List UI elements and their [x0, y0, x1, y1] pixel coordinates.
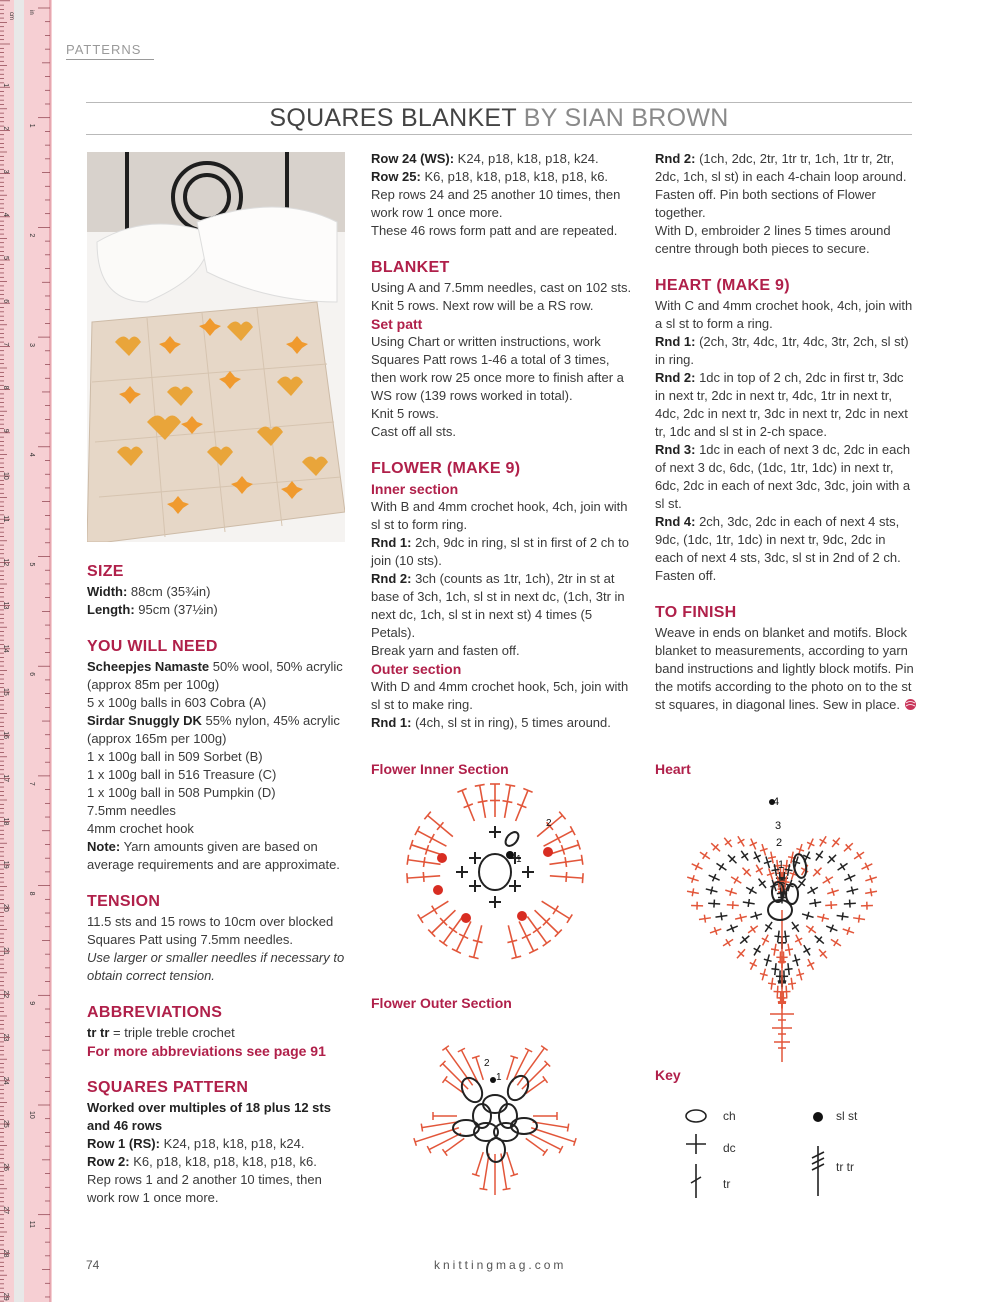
abbreviations-heading: ABBREVIATIONS: [87, 1004, 223, 1021]
treble-crossbar-mark: [565, 857, 566, 867]
blanket-photo: [87, 152, 345, 542]
sl-st-symbol-icon: [813, 1112, 823, 1122]
heart-stitch-cross-mark: [738, 839, 745, 843]
heart-stitch-cross-mark: [859, 915, 860, 923]
ruler-inch-strip: [14, 0, 24, 1302]
heart-stitch-cross-mark: [842, 912, 843, 920]
heart-stitch-cross-mark: [751, 926, 756, 932]
row25-text: K6, p18, k18, p18, k18, p18, k6.: [420, 169, 609, 184]
heart-rnd1-label: Rnd 1:: [655, 334, 696, 349]
ruler-cm-number: 20: [2, 904, 9, 912]
ruler-cm-number: 18: [2, 817, 9, 826]
heart-rnd2-label: Rnd 2:: [655, 370, 696, 385]
heart-stitch-cross-mark: [711, 887, 713, 895]
heart-rnd2-text: 1dc in top of 2 ch, 2dc in first tr, 3dc in next tr, 2dc in next tr, 4dc, 1tr in next tr, 4dc, 2dc in next tr, 3dc in next tr, 2dc in next tr, 1dc and sl st in 2-ch space.: [655, 370, 908, 439]
treble-top-mark: [543, 940, 551, 946]
yarn-c-colour: 1 x 100g ball in 516 Treasure (C): [87, 767, 277, 782]
treble-crossbar-mark: [533, 927, 541, 933]
heart-stitch-cross-mark: [792, 925, 799, 930]
heart-round-2-label: 2: [776, 837, 783, 849]
row1-label: Row 1 (RS):: [87, 1136, 160, 1151]
width-label: Width:: [87, 584, 128, 599]
ruler-inch-number: 1: [28, 123, 35, 128]
rows-repeat-2: Rep rows 24 and 25 another 10 times, then work row 1 once more.: [371, 187, 621, 220]
key-dc: dc: [723, 1141, 736, 1155]
row24-label: Row 24 (WS):: [371, 151, 455, 166]
heart-diagram: [660, 782, 910, 1072]
heart-stitch-cross-mark: [768, 857, 776, 859]
heart-stitch-cross-mark: [740, 914, 742, 922]
heart-intro: With C and 4mm crochet hook, 4ch, join with a sl st to form a ring.: [655, 298, 913, 331]
heart-stitch-cross-mark: [741, 853, 748, 858]
heart-caption: Heart: [655, 761, 691, 777]
inner-section-heading: Inner section: [371, 481, 459, 497]
ruler-cm-number: 13: [2, 601, 9, 610]
heart-rnd3-text: 1dc in each of next 3 dc, 2dc in each of next 3 dc, 6dc, (1dc, 1tr, 1dc) in next tr, 6dc, 2dc in each of next 3dc, 3dc, join with a sl st.: [655, 442, 911, 511]
heart-fasten: Fasten off.: [655, 568, 717, 583]
ruler-cm-number: 2: [2, 126, 9, 131]
row2-label: Row 2:: [87, 1154, 130, 1169]
heart-stitch-cross-mark: [851, 887, 853, 895]
heart-stitch-cross-mark: [822, 914, 824, 922]
ruler-cm-number: 10: [2, 472, 9, 480]
heart-round-3-label: 3: [775, 820, 782, 832]
key-sl-st: sl st: [836, 1109, 858, 1123]
inner-round-1-label: 1: [516, 854, 522, 865]
outer-stitch-top-mark: [479, 1188, 487, 1189]
ruler-cm-number: 7: [2, 342, 9, 347]
treble-top-mark: [505, 784, 515, 786]
ruler-inch-number: 6: [28, 672, 35, 677]
ruler-inch-number: 11: [28, 1220, 35, 1228]
pattern-byline: BY SIAN BROWN: [523, 104, 729, 132]
heart-stitch-cross-mark: [809, 926, 814, 932]
ruler-cm-number: 8: [2, 385, 9, 390]
inner-rnd1-label: Rnd 1:: [371, 535, 412, 550]
ruler-cm-number: 9: [2, 428, 9, 433]
flower-inner-caption: Flower Inner Section: [371, 761, 509, 777]
ruler-cm-number: 5: [2, 256, 9, 260]
outer-round-2-label: 2: [484, 1058, 490, 1069]
finish-text: Weave in ends on blanket and motifs. Block blanket to measurements, according to yarn band instructions and lightly block motifs. Pin the motifs according to the photo on to the st st squares, in diagonal lines. Sew in place.: [655, 625, 914, 712]
yarn-d-colour: 1 x 100g ball in 508 Pumpkin (D): [87, 785, 276, 800]
heart-stitch-cross-mark: [768, 983, 776, 984]
yarn1-desc: 50% wool, 50% acrylic (approx 85m per 100g): [87, 659, 343, 692]
column-one: [87, 562, 349, 1207]
heart-stitch-cross-mark: [704, 915, 705, 923]
yarn2-name: Sirdar Snuggly DK: [87, 713, 202, 728]
treble-top-mark: [439, 940, 447, 946]
heart-stitch-cross-mark: [840, 863, 845, 870]
tension-text: 11.5 sts and 15 rows to 10cm over blocked Squares Patt using 7.5mm needles.: [87, 914, 334, 947]
outer-rnd2-label: Rnd 2:: [655, 151, 696, 166]
row2-text: K6, p18, k18, p18, k18, p18, k6.: [129, 1154, 317, 1169]
yarn1-name: Scheepjes Namaste: [87, 659, 210, 674]
needles: 7.5mm needles: [87, 803, 176, 818]
heart-stitch-cross-mark: [796, 973, 804, 975]
heart-stitch-cross-mark: [748, 899, 749, 907]
flower-outer-caption: Flower Outer Section: [371, 995, 512, 1011]
treble-crossbar-mark: [553, 906, 558, 914]
tension-advice: Use larger or smaller needles if necessary to obtain correct tension.: [87, 950, 345, 983]
key-heading: Key: [655, 1067, 681, 1083]
website-url[interactable]: knittingmag.com: [434, 1258, 567, 1272]
heart-stitch-cross-mark: [826, 877, 830, 884]
key-symbols-right: [806, 1106, 836, 1206]
page-number: 74: [86, 1258, 100, 1272]
size-heading: SIZE: [87, 563, 124, 580]
inner-break: Break yarn and fasten off.: [371, 643, 520, 658]
treble-top-mark: [581, 855, 582, 865]
ruler-cm-number: 6: [2, 299, 9, 304]
heart-stitch-cross-mark: [765, 925, 772, 930]
ruler-cm-number: 25: [2, 1120, 9, 1128]
outer-rnd1-text: (4ch, sl st in ring), 5 times around.: [411, 715, 611, 730]
note-text: Yarn amounts given are based on average requirements and are approximate.: [87, 839, 340, 872]
heart-stitch-cross-mark: [834, 939, 838, 946]
length-label: Length:: [87, 602, 135, 617]
ruler-cm-number: 28: [2, 1249, 9, 1258]
heart-stitch-cross-mark: [774, 936, 782, 937]
ruler-inch-number: 3: [28, 343, 35, 348]
ruler-inch-number: 7: [28, 781, 35, 786]
outer-intro: With D and 4mm crochet hook, 5ch, join with sl st to make ring.: [371, 679, 629, 712]
blanket-knit5: Knit 5 rows.: [371, 406, 439, 421]
ruler-in-label: in: [28, 10, 34, 15]
treble-top-mark: [582, 873, 583, 883]
measuring-ruler: [0, 0, 52, 1302]
heart-stitch-cross-mark: [771, 969, 779, 970]
flower-outer-diagram: [400, 1020, 590, 1195]
pattern-title: SQUARES BLANKET: [269, 104, 517, 132]
inner-rnd1-text: 2ch, 9dc in ring, sl st in first of 2 ch to join (10 sts).: [371, 535, 629, 568]
heart-stitch-cross-mark: [870, 888, 871, 896]
title-rule-bottom: [86, 134, 912, 135]
row25-label: Row 25:: [371, 169, 421, 184]
heart-stitch-cross-mark: [850, 900, 851, 908]
outer-stitch-mark: [507, 1057, 514, 1080]
length-value: 95cm (37½in): [134, 602, 218, 617]
yarn2-desc: 55% nylon, 45% acrylic (approx 165m per 100g): [87, 713, 340, 746]
heart-stitch-cross-mark: [726, 939, 730, 946]
heart-stitch-cross-mark: [788, 983, 796, 984]
outer-stitch-top-mark: [543, 1149, 548, 1155]
ruler-cm-number: 19: [2, 860, 9, 869]
treble-top-mark: [407, 855, 408, 865]
ruler-cm-number: 12: [2, 558, 9, 567]
treble-crossbar-mark: [502, 801, 512, 803]
treble-top-mark: [475, 784, 485, 786]
ruler-cm-number: 27: [2, 1206, 9, 1215]
ruler-inch-number: 9: [28, 1001, 35, 1006]
treble-top-mark: [418, 914, 423, 922]
outer-rnd1-label: Rnd 1:: [371, 715, 412, 730]
heart-stitch-cross-mark: [785, 949, 793, 950]
outer-rnd2-text: (1ch, 2dc, 2tr, 1tr tr, 1ch, 1tr tr, 2tr, 2dc, 1ch, sl st) in each 4-chain loop around. Fasten off. Pin both sections of Flower together.: [655, 151, 907, 220]
outer-stitch-top-mark: [442, 1149, 447, 1155]
ruler-inch-number: 2: [28, 233, 35, 238]
heart-stitch-cross-mark: [816, 853, 823, 858]
title-rule-top: [86, 102, 912, 103]
outer-section-heading: Outer section: [371, 661, 462, 677]
heart-stitch-cross-mark: [714, 900, 715, 908]
squares-multiples: Worked over multiples of 18 plus 12 sts and 46 rows: [87, 1100, 331, 1133]
ruler-inch-number: 4: [28, 452, 35, 457]
outer-stitch-top-mark: [442, 1046, 448, 1051]
ruler-cm-number: 14: [2, 644, 9, 653]
treble-top-mark: [567, 914, 572, 922]
blanket-cast-off: Cast off all sts.: [371, 424, 457, 439]
abbrev-def: = triple treble crochet: [109, 1025, 235, 1040]
ruler-cm-number: 11: [2, 515, 9, 523]
more-abbreviations-link[interactable]: For more abbreviations see page 91: [87, 1043, 326, 1059]
ruler-cm-number: 24: [2, 1076, 9, 1085]
outer-round-1-label: 1: [496, 1072, 502, 1083]
heart-stitch-cross-mark: [719, 863, 724, 870]
outer-stitch-top-mark: [541, 1046, 547, 1051]
squares-pattern-heading: SQUARES PATTERN: [87, 1079, 249, 1096]
outer-stitch-mark: [476, 1057, 483, 1080]
blanket-instructions: Using Chart or written instructions, work Squares Patt rows 1-46 a total of 3 times, then work row 25 once more to finish after a WS row (139 rows worked in total).: [371, 334, 624, 403]
yarn-ball-icon: [904, 698, 917, 711]
treble-crossbar-mark: [566, 872, 567, 882]
outer-stitch-top-mark: [567, 1124, 568, 1132]
ruler-cm-number: 16: [2, 731, 9, 739]
key-symbols-left: [684, 1106, 724, 1206]
outer-stitch-top-mark: [421, 1124, 422, 1132]
to-finish-heading: TO FINISH: [655, 604, 737, 621]
treble-top-mark: [407, 873, 408, 883]
heart-stitch-cross-mark: [692, 888, 693, 896]
heart-stitch-cross-mark: [815, 899, 816, 907]
heart-rnd1-text: (2ch, 3tr, 4dc, 1tr, 4dc, 3tr, 2ch, sl st) in ring.: [655, 334, 909, 367]
heart-stitch-cross-mark: [857, 852, 862, 859]
width-value: 88cm (35¾in): [127, 584, 211, 599]
ruler-cm-number: 29: [2, 1292, 9, 1301]
blanket-knit: Knit 5 rows. Next row will be a RS row.: [371, 298, 594, 313]
heart-stitch-cross-mark: [703, 852, 708, 859]
heart-round-1-label: 1: [778, 859, 785, 871]
set-patt-heading: Set patt: [371, 316, 423, 332]
flower-inner-diagram: [400, 782, 590, 962]
inner-intro: With B and 4mm crochet hook, 4ch, join with sl st to form ring.: [371, 499, 628, 532]
heart-rnd3-label: Rnd 3:: [655, 442, 696, 457]
ruler-cm-number: 3: [2, 169, 9, 174]
heart-stitch-cross-mark: [721, 912, 722, 920]
heart-rnd4-text: 2ch, 3dc, 2dc in each of next 4 sts, 9dc, (1dc, 1tr, 1dc) in next tr, 9dc, 2dc in each of next 4 sts, 3dc, sl st in 2nd of 2 ch.: [655, 514, 901, 565]
ruler-inch-number: 10: [28, 1111, 35, 1119]
section-tag: PATTERNS: [66, 42, 154, 60]
ruler-cm-number: 23: [2, 1033, 9, 1042]
crochet-hook: 4mm crochet hook: [87, 821, 194, 836]
treble-crossbar-mark: [423, 872, 424, 882]
treble-crossbar-mark: [449, 927, 457, 933]
heart-stitch-cross-mark: [785, 969, 793, 970]
ruler-inch-number: 8: [28, 891, 35, 896]
yarn1-colour: 5 x 100g balls in 603 Cobra (A): [87, 695, 267, 710]
ruler-cm-number: 21: [2, 947, 9, 955]
heart-round-4-label: 4: [773, 796, 780, 808]
ruler-cm-number: 1: [2, 83, 9, 88]
ruler-ticks: [0, 0, 52, 1302]
key-ch: ch: [723, 1109, 736, 1123]
outer-stitch-top-mark: [503, 1188, 511, 1189]
rows-repeat: Rep rows 1 and 2 another 10 times, then work row 1 once more.: [87, 1172, 322, 1205]
outer-stitch-mark: [483, 1154, 489, 1190]
abbrev-term: tr tr: [87, 1025, 110, 1040]
outer-stitch-top-mark: [442, 1076, 447, 1082]
page-title: [86, 104, 912, 133]
inner-rnd2-label: Rnd 2:: [371, 571, 412, 586]
yarn-b-colour: 1 x 100g ball in 509 Sorbet (B): [87, 749, 263, 764]
key-tr-tr: tr tr: [836, 1160, 854, 1174]
treble-crossbar-mark: [423, 857, 424, 867]
heart-stitch-cross-mark: [771, 949, 779, 950]
outer-stitch-mark: [507, 1152, 514, 1175]
inner-round-2-label: 2: [546, 818, 552, 829]
heart-stitch-cross-mark: [792, 959, 800, 961]
key-tr: tr: [723, 1177, 731, 1191]
row1-text: K24, p18, k18, p18, k24.: [159, 1136, 305, 1151]
patt-form: These 46 rows form patt and are repeated.: [371, 223, 618, 238]
heart-stitch-cross-mark: [820, 839, 827, 843]
row24-text: K24, p18, k18, p18, k24.: [454, 151, 599, 166]
chain-symbol-icon: [686, 1110, 706, 1122]
heart-stitch-cross-mark: [760, 973, 768, 975]
tension-heading: TENSION: [87, 893, 161, 910]
column-two: [371, 150, 633, 732]
ruler-inch-number: 5: [28, 562, 35, 567]
ruler-cm-number: 22: [2, 990, 9, 999]
heart-rnd4-label: Rnd 4:: [655, 514, 696, 529]
ruler-cm-number: 4: [2, 212, 9, 217]
ruler-cm-number: 15: [2, 688, 9, 696]
treble-crossbar-mark: [478, 801, 488, 803]
heart-stitch-cross-mark: [734, 877, 738, 884]
ruler-cm-label: cm: [8, 12, 14, 20]
treble-crossbar-mark: [432, 906, 437, 914]
blanket-cast-on: Using A and 7.5mm needles, cast on 102 sts.: [371, 280, 632, 295]
outer-stitch-top-mark: [543, 1076, 548, 1082]
ruler-cm-number: 26: [2, 1163, 9, 1171]
ruler-cm-number: 17: [2, 774, 9, 783]
blanket-heading: BLANKET: [371, 259, 450, 276]
outer-stitch-mark: [476, 1152, 483, 1175]
flower-embroider: With D, embroider 2 lines 5 times around centre through both pieces to secure.: [655, 223, 891, 256]
heart-heading: HEART (MAKE 9): [655, 277, 790, 294]
column-three: [655, 150, 917, 714]
flower-heading: FLOWER (MAKE 9): [371, 460, 521, 477]
note-label: Note:: [87, 839, 121, 854]
you-will-need-heading: YOU WILL NEED: [87, 638, 218, 655]
heart-stitch-cross-mark: [764, 959, 772, 961]
inner-rnd2-text: 3ch (counts as 1tr, 1ch), 2tr in st at base of 3ch, 1ch, sl st in next dc, (1ch, 3tr in next dc, 1ch, sl st in next st) 4 times (5 Petals).: [371, 571, 625, 640]
